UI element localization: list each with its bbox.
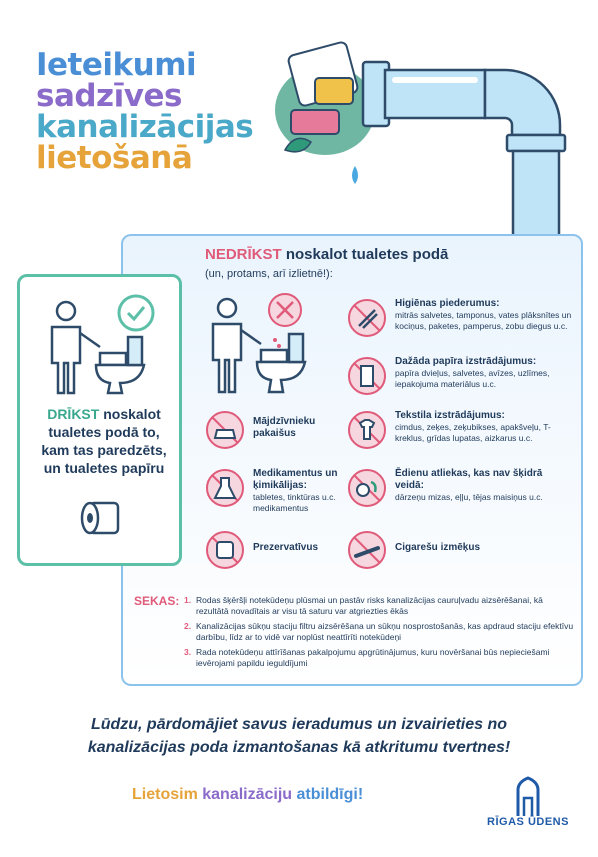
forbidden-item-food (347, 468, 572, 508)
allowed-card (17, 274, 182, 566)
forbidden-item-title: Prezervatīvus (253, 542, 319, 553)
condoms-icon (205, 530, 245, 570)
consequences-label: SEKAS: (134, 594, 180, 608)
forbidden-item-title: Ēdienu atliekas, kas nav šķidrā veidā: (395, 468, 543, 491)
forbidden-item-paper (347, 356, 572, 396)
forbidden-item-title: Higiēnas piederumus: (395, 298, 500, 309)
forbidden-item-hygiene (347, 298, 572, 338)
person-allowed-icon (44, 291, 164, 396)
forbidden-item-desc: tabletes, tinktūras u.c. medikamentus (253, 492, 336, 513)
slogan (132, 786, 363, 804)
consequence-item: 3. Rada notekūdeņu attīrīšanas pakalpojumu apgrūtinājumus, kuru novēršanai būs nepieciešami ievērojami papildu ieguldījumi (184, 647, 550, 668)
food-waste-icon (347, 468, 387, 508)
logo-text: RĪGAS ŪDENS (487, 816, 569, 828)
forbidden-item-title: Cigarešu izmēķus (395, 542, 481, 553)
title-line-3: kanalizācijas (36, 109, 254, 145)
forbidden-item-title: Mājdzīvnieku pakaišus (253, 416, 316, 439)
hygiene-products-icon (347, 298, 387, 338)
forbidden-item-pet-litter (205, 410, 340, 450)
forbidden-item-textile (347, 410, 572, 450)
forbidden-item-desc: dārzeņu mizas, eļļu, tējas maisiņus u.c. (395, 492, 543, 502)
pet-litter-icon (205, 410, 245, 450)
plea-line-2: kanalizācijas poda izmantošanas kā atkritumu tvertnes! (87, 739, 511, 756)
clogged-pipe-illustration (255, 0, 598, 245)
consequence-item: 1. Rodas šķēršļi notekūdeņu plūsmai un pastāv risks kanalizācijas cauruļvadu aizsērēšanai, kā rezultātā novadītais ar visu tā saturu var atgriezties ēkās (184, 595, 543, 616)
medicine-chemicals-icon (205, 468, 245, 508)
forbidden-item-condoms (205, 530, 340, 570)
paper-products-icon (347, 356, 387, 396)
allowed-prefix: DRĪKST (47, 406, 100, 422)
slogan-word-3: atbildīgi! (292, 786, 364, 803)
forbidden-item-title: Medikamentus un ķimikālijas: (253, 468, 338, 491)
forbidden-heading-text: noskalot tualetes podā (281, 246, 449, 263)
textile-products-icon (347, 410, 387, 450)
cigarette-butts-icon (347, 530, 387, 570)
forbidden-subtitle: (un, protams, arī izlietnē!): (205, 268, 333, 280)
forbidden-item-title: Dažāda papīra izstrādājumus: (395, 356, 537, 367)
forbidden-item-desc: cimdus, zeķes, zeķubikses, apakšveļu, T-kreklus, grīdas lupatas, aizkarus u.c. (395, 422, 551, 443)
plea-line-1: Lūdzu, pārdomājiet savus ieradumus un izvairieties no (90, 716, 508, 733)
forbidden-prefix: NEDRĪKST (205, 246, 282, 263)
title-line-4: lietošanā (36, 140, 193, 176)
forbidden-heading (205, 246, 448, 263)
forbidden-item-title: Tekstila izstrādājumus: (395, 410, 505, 421)
forbidden-item-desc: papīra dvieļus, salvetes, avīzes, uzlīmes, iepakojuma materiālus u.c. (395, 368, 550, 389)
plea-text (0, 713, 598, 759)
allowed-text (34, 405, 174, 477)
consequence-item: 2. Kanalizācijas sūkņu staciju filtru aizsērēšana un sūkņu nosprostošanās, kas apdraud staciju efektīvu darbību, līdz ar to vidē var noplūst neattīrīti notekūdeņi (184, 621, 574, 642)
forbidden-item-desc: mitrās salvetes, tamponus, vates plāksnītes un kociņus, paketes, pamperus, zobu diegus u.c. (395, 310, 572, 331)
allowed-body: noskalot tualetes podā to, kam tas paredzēts, un tualetes papīru (41, 406, 167, 476)
toilet-paper-icon (78, 499, 124, 539)
slogan-word-1: Lietosim (132, 786, 198, 803)
person-not-allowed-icon (205, 290, 325, 395)
slogan-word-2: kanalizāciju (197, 786, 293, 803)
forbidden-item-medicine (205, 468, 345, 514)
forbidden-item-cigarettes (347, 530, 572, 570)
title-line-1: Ieteikumi (36, 47, 197, 83)
title-line-2: sadzīves (36, 78, 182, 114)
